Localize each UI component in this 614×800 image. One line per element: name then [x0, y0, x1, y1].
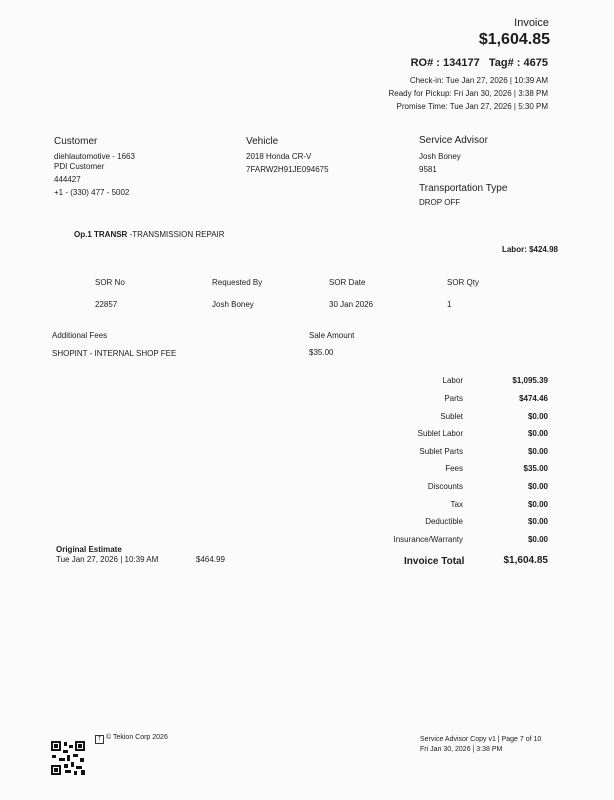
- advisor-id: 9581: [419, 165, 437, 174]
- totals-value: $0.00: [527, 429, 548, 438]
- totals-label: Insurance/Warranty: [393, 535, 463, 544]
- totals-value: $0.00: [527, 482, 548, 491]
- fees-item: SHOPINT - INTERNAL SHOP FEE: [52, 349, 177, 358]
- totals-label: Parts: [444, 394, 463, 403]
- advisor-heading: Service Advisor: [419, 135, 488, 146]
- qr-code: [51, 741, 85, 775]
- footer-copyright: © Tekion Corp 2026: [106, 734, 168, 741]
- fees-heading: Additional Fees: [52, 331, 108, 340]
- vehicle-model: 2018 Honda CR-V: [246, 152, 312, 161]
- invoice-total-value: $1,604.85: [503, 555, 548, 566]
- sor-cell-requested: Josh Boney: [212, 300, 254, 309]
- totals-value: $474.46: [519, 394, 548, 403]
- totals-label: Sublet Parts: [419, 447, 463, 456]
- checkin-time: Check-in: Tue Jan 27, 2026 | 10:39 AM: [409, 76, 548, 85]
- promise-time: Promise Time: Tue Jan 27, 2026 | 5:30 PM: [396, 102, 548, 111]
- customer-number: 444427: [54, 175, 81, 184]
- sor-header-requested: Requested By: [212, 278, 263, 287]
- totals-row-sublet: [370, 412, 548, 426]
- transport-value: DROP OFF: [419, 198, 461, 207]
- totals-value: $1,095.39: [512, 376, 548, 385]
- totals-row-sublet-parts: [370, 447, 548, 461]
- fees-amount-heading: Sale Amount: [309, 331, 355, 340]
- totals-row-parts: [370, 394, 548, 408]
- totals-row-tax: [370, 500, 548, 514]
- totals-row-deductible: [370, 517, 548, 531]
- footer-copy-info: Service Advisor Copy v1 | Page 7 of 10: [420, 736, 542, 743]
- sor-header-date: SOR Date: [329, 278, 366, 287]
- totals-label: Sublet Labor: [417, 429, 463, 438]
- ready-time: Ready for Pickup: Fri Jan 30, 2026 | 3:38 PM: [388, 89, 548, 98]
- sor-header-no: SOR No: [95, 278, 125, 287]
- totals-value: $0.00: [527, 517, 548, 526]
- customer-phone: +1 - (330) 477 - 5002: [54, 188, 130, 197]
- totals-row-sublet-labor: [370, 429, 548, 443]
- document-type: Invoice: [514, 17, 549, 29]
- operation-labor: Labor: $424.98: [501, 245, 558, 254]
- tag-number: Tag# : 4675: [488, 57, 548, 69]
- tekion-logo-icon: T: [95, 735, 104, 744]
- vehicle-vin: 7FARW2H91JE094675: [246, 165, 329, 174]
- totals-label: Discounts: [427, 482, 463, 491]
- sor-cell-date: 30 Jan 2026: [329, 300, 374, 309]
- totals-label: Labor: [442, 376, 463, 385]
- totals-label: Fees: [445, 464, 463, 473]
- totals-value: $0.00: [527, 412, 548, 421]
- totals-value: $35.00: [523, 464, 548, 473]
- invoice-total-label: Invoice Total: [404, 556, 465, 567]
- advisor-name: Josh Boney: [419, 152, 461, 161]
- vehicle-heading: Vehicle: [246, 136, 279, 147]
- totals-row-discounts: [370, 482, 548, 496]
- estimate-amount: $464.99: [196, 555, 225, 564]
- totals-row-fees: [370, 464, 548, 478]
- estimate-heading: Original Estimate: [56, 545, 122, 554]
- totals-value: $0.00: [527, 500, 548, 509]
- totals-label: Deductible: [425, 517, 463, 526]
- operation-code: Op.1 TRANSR: [74, 230, 128, 239]
- estimate-date: Tue Jan 27, 2026 | 10:39 AM: [56, 555, 159, 564]
- customer-name: diehlautomotive - 1663: [54, 152, 135, 161]
- operation-line: [74, 230, 225, 239]
- totals-label: Sublet: [440, 412, 463, 421]
- sor-header-qty: SOR Qty: [447, 278, 480, 287]
- customer-type: PDI Customer: [54, 162, 105, 171]
- totals-value: $0.00: [527, 447, 548, 456]
- totals-value: $0.00: [527, 535, 548, 544]
- fees-amount: $35.00: [309, 348, 334, 357]
- sor-cell-qty: 1: [447, 300, 452, 309]
- ro-tag-line: [411, 57, 548, 69]
- transport-heading: Transportation Type: [419, 183, 508, 194]
- totals-row-labor: [370, 376, 548, 390]
- operation-desc: -TRANSMISSION REPAIR: [127, 230, 225, 239]
- totals-label: Tax: [450, 500, 463, 509]
- sor-cell-no: 22857: [95, 300, 118, 309]
- footer-printed-date: Fri Jan 30, 2026 | 3:38 PM: [420, 746, 503, 753]
- totals-row-insurance: [370, 535, 548, 549]
- customer-heading: Customer: [54, 136, 98, 147]
- footer-copyright-line: [95, 734, 168, 744]
- ro-number: RO# : 134177: [410, 57, 480, 69]
- header-amount: $1,604.85: [478, 31, 550, 48]
